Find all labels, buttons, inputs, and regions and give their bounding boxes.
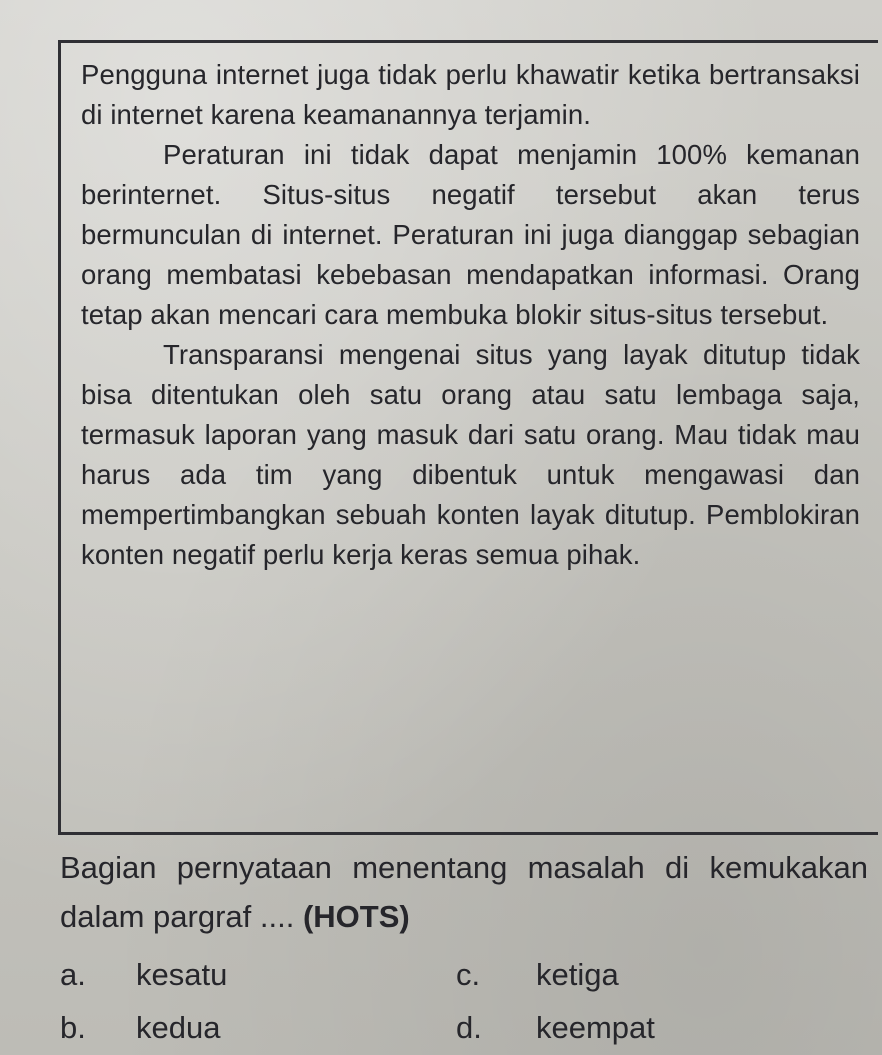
hots-tag: (HOTS) [302,899,410,934]
option-b[interactable] [60,1008,221,1048]
option-text: keempat [536,1010,655,1045]
option-d[interactable] [456,1008,655,1048]
option-letter: d. [456,1010,482,1045]
question-text [60,843,868,941]
option-letter: a. [60,957,86,992]
option-text: kedua [136,1010,221,1045]
option-text: ketiga [536,957,619,992]
option-letter: b. [60,1010,86,1045]
option-text: kesatu [136,957,228,992]
question-stem: Bagian pernyataan menentang masalah di kemukakan dalam pargraf .... [60,850,868,934]
option-c[interactable] [456,955,619,995]
paragraph-2: Peraturan ini tidak dapat menjamin 100% kemanan berinternet. Situs-situs negatif tersebut akan terus bermunculan di internet. Peraturan ini juga dianggap sebagian orang membatasi kebebasan mendapatkan informasi. Orang tetap akan mencari cara membuka blokir situs-situs tersebut. [81,139,860,330]
option-letter: c. [456,957,481,992]
option-a[interactable] [60,955,228,995]
paragraph-3: Transparansi mengenai situs yang layak ditutup tidak bisa ditentukan oleh satu orang atau satu lembaga saja, termasuk laporan yang masuk dari satu orang. Mau tidak mau harus ada tim yang dibentuk untuk mengawasi dan mempertimbangkan sebuah konten layak ditutup. Pemblokiran konten negatif perlu kerja keras semua pihak. [81,339,860,570]
reading-passage-box [58,40,878,835]
paragraph-1: Pengguna internet juga tidak perlu khawatir ketika bertransaksi di internet karena keamanannya terjamin. [81,59,860,130]
